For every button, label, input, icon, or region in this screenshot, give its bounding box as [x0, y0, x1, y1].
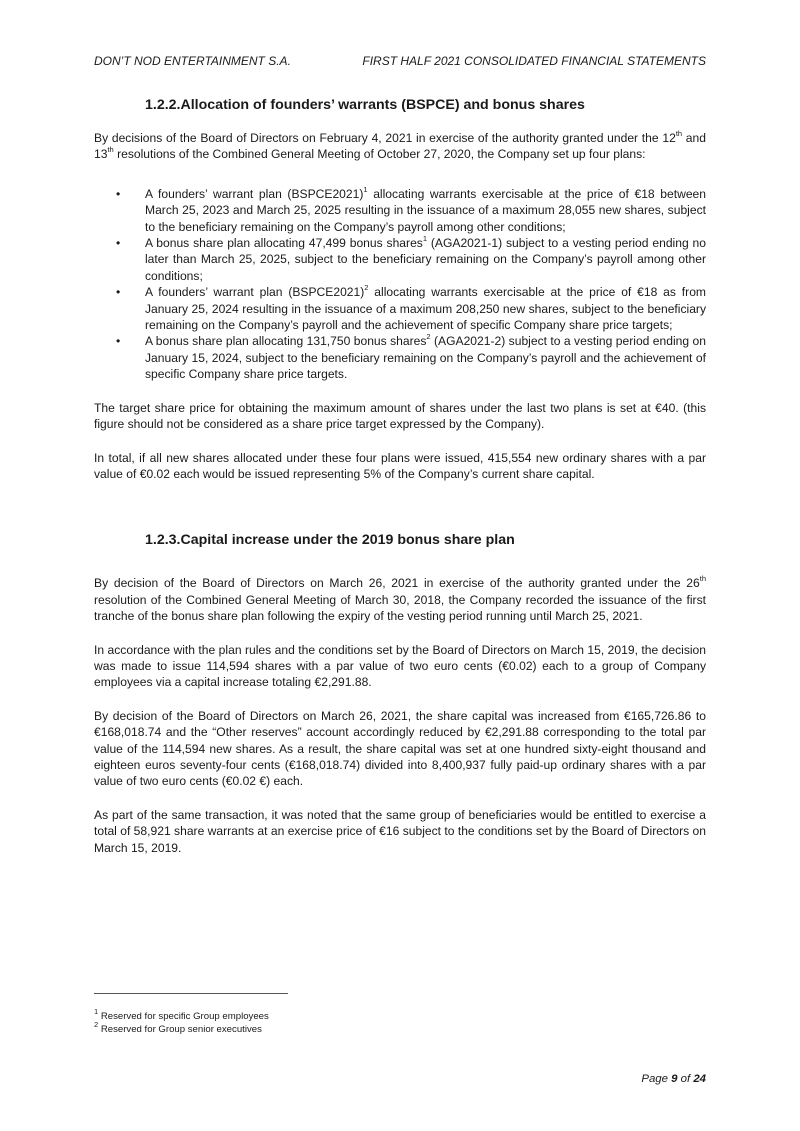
document-title: FIRST HALF 2021 CONSOLIDATED FINANCIAL STATEMENTS — [362, 54, 706, 68]
footnote-divider — [94, 993, 288, 994]
footnote-2: $^2$ Reserved for Group senior executives — [94, 1019, 262, 1035]
bullet-icon: • — [116, 285, 121, 300]
capital-increase-paragraph-3: By decision of the Board of Directors on March 26, 2021, the share capital was increased from €165,726.86 to €168,018.74 and the “Other reserves” account accordingly reduced by €2,291.88 corresponding to the total par value of the 114,594 new shares. As a result, the share capital was set at one hundred sixty-eight thousand and eighteen euros seventy-four cents (€168,018.74) divided into 8,400,937 fully paid-up ordinary shares with a par value of two euro cents (€0.02 €) each. — [94, 708, 706, 789]
list-item: • A founders’ warrant plan (BSPCE2021)$^1$ allocating warrants exercisable at the price of €18 between March 25, 2023 and March 25, 2025 resulting in the issuance of a maximum 28,055 new shares, subject to the beneficiary remaining on the Company’s payroll among other conditions; — [116, 184, 706, 234]
section-heading-warrants: 1.2.2.Allocation of founders’ warrants (BSPCE) and bonus shares — [145, 97, 585, 113]
capital-increase-paragraph-4: As part of the same transaction, it was noted that the same group of beneficiaries would be entitled to exercise a total of 58,921 share warrants at an exercise price of €16 subject to the conditions set by the Board of Directors on March 15, 2019. — [94, 807, 706, 855]
section-heading-capital-increase: 1.2.3.Capital increase under the 2019 bonus share plan — [145, 532, 515, 549]
capital-increase-paragraph-1: By decision of the Board of Directors on March 26, 2021 in exercise of the authority granted under the 26th resolution of the Combined General Meeting of March 30, 2018, the Company recorded the issuance of the first tranche of the bonus share plan following the expiry of the vesting period running until March 25, 2021. — [94, 574, 706, 624]
intro-paragraph: By decisions of the Board of Directors on February 4, 2021 in exercise of the authority granted under the 12th and 13th resolutions of the Combined General Meeting of October 27, 2020, the Company set up four plans: — [94, 128, 706, 162]
list-item: • A bonus share plan allocating 47,499 bonus shares$^1$ (AGA2021-1) subject to a vesting period ending no later than March 25, 2025, subject to the beneficiary remaining on the Company’s payroll among other conditions; — [116, 234, 706, 283]
list-item: • A bonus share plan allocating 131,750 bonus shares$^2$ (AGA2021-2) subject to a vesting period ending on January 15, 2024, subject to the beneficiary remaining on the Company’s payroll and the achievement of specific Company share price targets. — [116, 332, 706, 382]
list-item: • A founders’ warrant plan (BSPCE2021)$^2$ allocating warrants exercisable at the price of €18 as from January 25, 2024 resulting in the issuance of a maximum 208,250 new shares, subject to the beneficiary remaining on the Company’s payroll and the achievement of specific Company share price targets; — [116, 283, 706, 333]
bullet-icon: • — [116, 186, 121, 201]
bullet-icon: • — [116, 334, 121, 349]
bullet-icon: • — [116, 236, 121, 251]
total-shares-paragraph: In total, if all new shares allocated under these four plans were issued, 415,554 new ordinary shares with a par value of €0.02 each would be issued representing 5% of the Company’s current share capital. — [94, 450, 706, 481]
footnotes — [94, 1006, 269, 1036]
footnote-1: $^1$ Reserved for specific Group employees — [94, 1006, 269, 1022]
company-name: DON’T NOD ENTERTAINMENT S.A. — [94, 54, 291, 68]
plans-list — [94, 186, 706, 383]
target-price-paragraph: The target share price for obtaining the maximum amount of shares under the last two plans is set at €40. (this figure should not be considered as a share price target expressed by the Company). — [94, 400, 706, 432]
page-header — [94, 54, 706, 70]
page-number: Page 9 of 24 — [641, 1073, 706, 1085]
capital-increase-paragraph-2: In accordance with the plan rules and the conditions set by the Board of Directors on March 15, 2019, the decision was made to issue 114,594 shares with a par value of two euro cents (€0.02) each to a group of Company employees via a capital increase totaling €2,291.88. — [94, 642, 706, 690]
page-content — [94, 96, 706, 856]
